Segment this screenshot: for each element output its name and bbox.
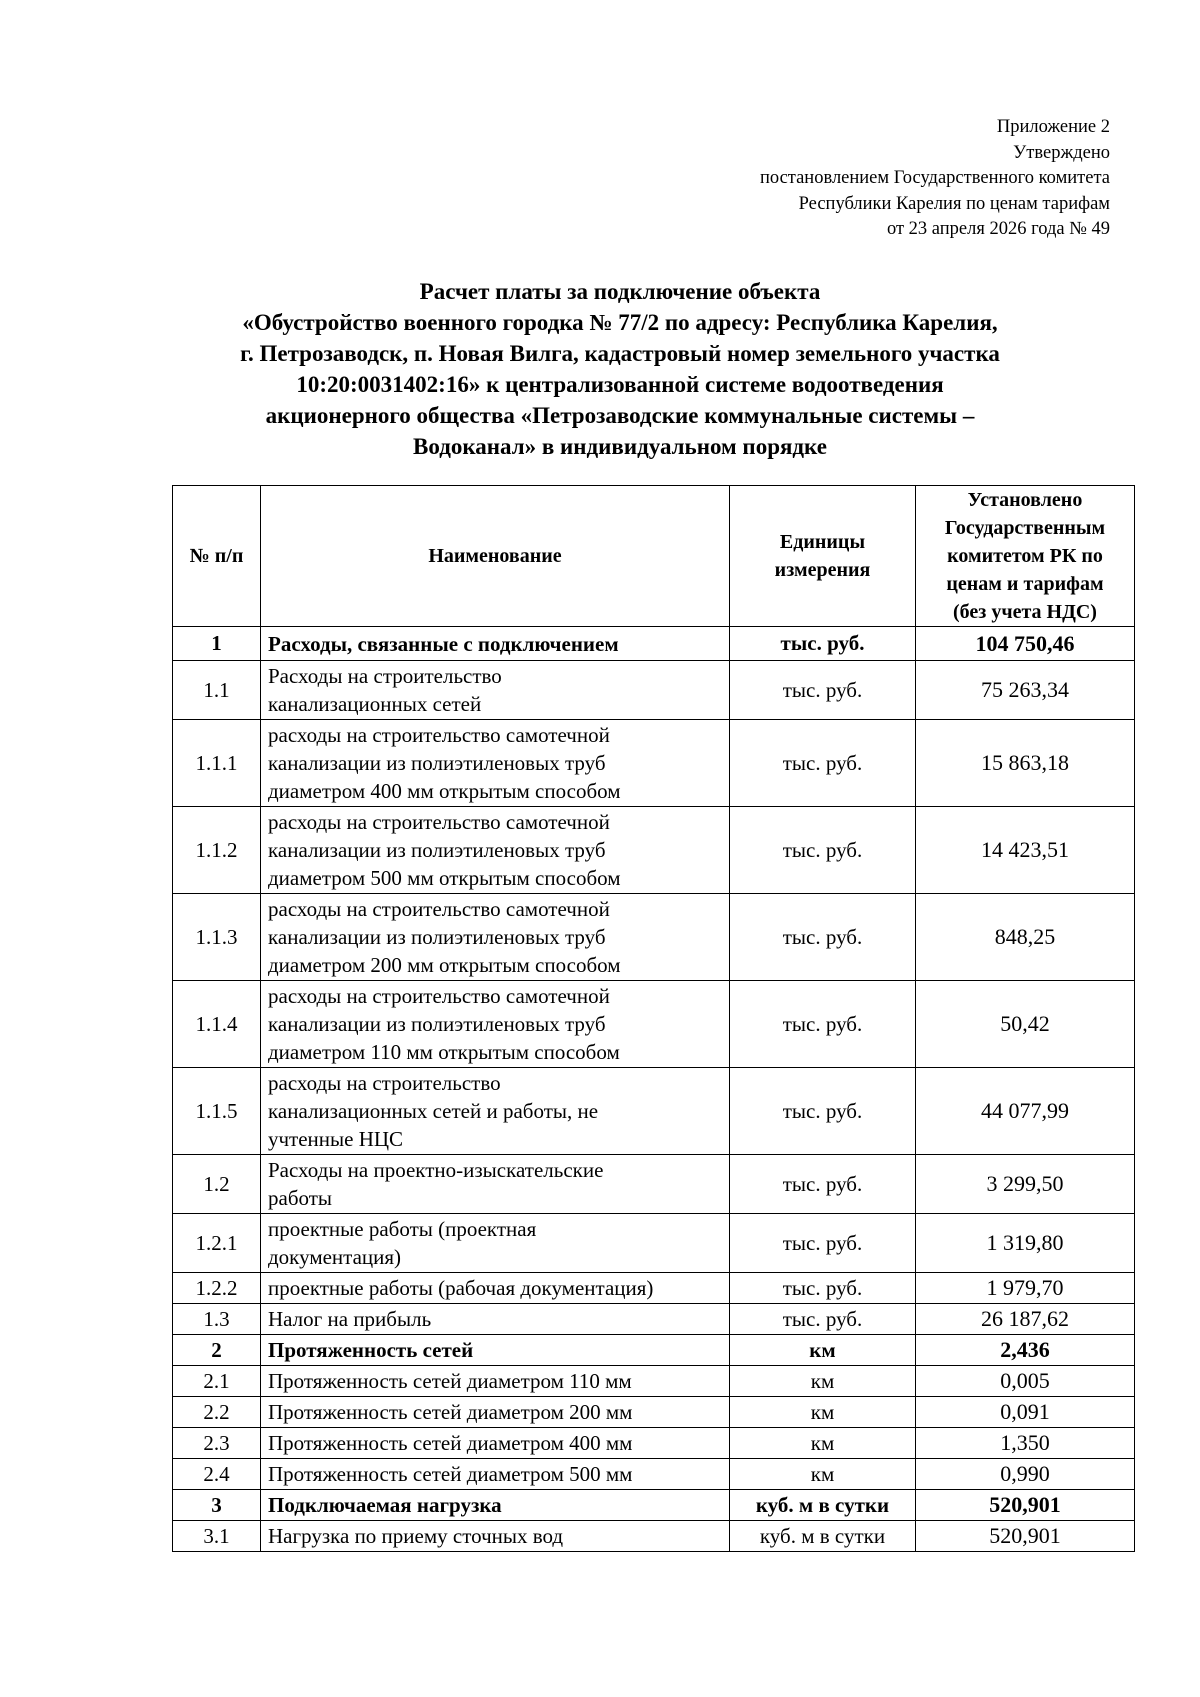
table-row: [173, 627, 1135, 661]
row-name: [261, 1521, 730, 1552]
table-row: [173, 981, 1135, 1068]
row-name-line: канализации из полиэтиленовых труб: [268, 838, 606, 862]
row-value: 14 423,51: [916, 807, 1135, 894]
title-line: Расчет платы за подключение объекта: [419, 279, 821, 304]
row-unit: км: [730, 1428, 916, 1459]
table-row: [173, 1428, 1135, 1459]
row-unit: км: [730, 1335, 916, 1366]
approval-block: [590, 115, 1110, 243]
table-row: [173, 1214, 1135, 1273]
approval-line: Республики Карелия по ценам тарифам: [798, 193, 1110, 214]
row-name-line: учтенные НЦС: [268, 1127, 404, 1151]
row-number: 1.2: [173, 1155, 261, 1214]
document-title: [160, 276, 1080, 462]
row-name-line: диаметром 500 мм открытым способом: [268, 866, 621, 890]
row-name-line: Налог на прибыль: [268, 1307, 432, 1331]
row-name-line: Протяженность сетей диаметром 200 мм: [268, 1400, 633, 1424]
row-name-line: Протяженность сетей диаметром 400 мм: [268, 1431, 633, 1455]
row-value: 1 319,80: [916, 1214, 1135, 1273]
header-value-line: комитетом РК по: [947, 545, 1103, 567]
header-value: [916, 486, 1135, 627]
row-number: 2: [173, 1335, 261, 1366]
row-number: 1.1: [173, 661, 261, 720]
row-number: 1.1.4: [173, 981, 261, 1068]
row-value: 50,42: [916, 981, 1135, 1068]
row-name-line: Расходы на строительство: [268, 664, 502, 688]
row-name-line: канализации из полиэтиленовых труб: [268, 751, 606, 775]
approval-line: постановлением Государственного комитета: [759, 168, 1110, 188]
row-unit: тыс. руб.: [730, 981, 916, 1068]
approval-line: Утверждено: [1013, 142, 1110, 163]
row-number: 2.1: [173, 1366, 261, 1397]
row-unit: тыс. руб.: [730, 1273, 916, 1304]
row-name-line: расходы на строительство самотечной: [268, 897, 610, 921]
row-name: [261, 1397, 730, 1428]
title-line: акционерного общества «Петрозаводские коммунальные системы –: [265, 403, 975, 428]
row-name-line: Расходы, связанные с подключением: [268, 631, 619, 656]
row-name-line: Подключаемая нагрузка: [268, 1493, 502, 1517]
row-unit: тыс. руб.: [730, 894, 916, 981]
row-number: 2.4: [173, 1459, 261, 1490]
header-value-line: Установлено: [967, 489, 1083, 511]
row-name-line: Протяженность сетей диаметром 110 мм: [268, 1369, 632, 1393]
header-unit: [730, 486, 916, 627]
row-name-line: канализации из полиэтиленовых труб: [268, 1012, 606, 1036]
row-number: 2.3: [173, 1428, 261, 1459]
row-value: 75 263,34: [916, 661, 1135, 720]
row-name-line: работы: [268, 1186, 333, 1210]
row-value: 3 299,50: [916, 1155, 1135, 1214]
row-name-line: канализационных сетей и работы, не: [268, 1099, 599, 1123]
table-row: [173, 1459, 1135, 1490]
title-line: Водоканал» в индивидуальном порядке: [413, 434, 827, 459]
row-unit: тыс. руб.: [730, 1155, 916, 1214]
table-body: [173, 627, 1135, 1552]
row-name-line: проектные работы (проектная: [268, 1217, 537, 1241]
row-value: 0,005: [916, 1366, 1135, 1397]
table-row: [173, 661, 1135, 720]
row-name: [261, 807, 730, 894]
header-unit-line: Единицы: [779, 531, 866, 553]
row-value: 520,901: [916, 1490, 1135, 1521]
row-unit: куб. м в сутки: [730, 1490, 916, 1521]
row-number: 3: [173, 1490, 261, 1521]
row-name-line: документация): [268, 1245, 402, 1269]
row-name-line: расходы на строительство: [268, 1071, 501, 1095]
row-unit: тыс. руб.: [730, 1068, 916, 1155]
row-unit: тыс. руб.: [730, 1214, 916, 1273]
row-name-line: диаметром 200 мм открытым способом: [268, 953, 621, 977]
row-name: [261, 661, 730, 720]
title-line: г. Петрозаводск, п. Новая Вилга, кадастровый номер земельного участка: [240, 341, 1000, 366]
row-name-line: диаметром 110 мм открытым способом: [268, 1040, 620, 1064]
row-name-line: диаметром 400 мм открытым способом: [268, 779, 621, 803]
row-name-line: расходы на строительство самотечной: [268, 723, 610, 747]
row-name-line: расходы на строительство самотечной: [268, 984, 610, 1008]
row-value: 15 863,18: [916, 720, 1135, 807]
row-value: 520,901: [916, 1521, 1135, 1552]
table-row: [173, 720, 1135, 807]
row-name-line: проектные работы (рабочая документация): [268, 1276, 654, 1300]
row-number: 3.1: [173, 1521, 261, 1552]
table-row: [173, 1366, 1135, 1397]
table-row: [173, 1155, 1135, 1214]
row-number: 1.1.1: [173, 720, 261, 807]
title-line: «Обустройство военного городка № 77/2 по адресу: Республика Карелия,: [242, 310, 998, 335]
row-unit: тыс. руб.: [730, 627, 916, 661]
row-unit: км: [730, 1459, 916, 1490]
row-unit: км: [730, 1397, 916, 1428]
table-row: [173, 1273, 1135, 1304]
row-number: 1.2.1: [173, 1214, 261, 1273]
table-row: [173, 1490, 1135, 1521]
row-number: 1: [173, 627, 261, 661]
table-row: [173, 894, 1135, 981]
row-name-line: Протяженность сетей: [268, 1338, 474, 1362]
row-name-line: Расходы на проектно-изыскательские: [268, 1158, 604, 1182]
row-value: 2,436: [916, 1335, 1135, 1366]
row-unit: тыс. руб.: [730, 720, 916, 807]
row-name: [261, 1155, 730, 1214]
row-unit: тыс. руб.: [730, 1304, 916, 1335]
row-value: 104 750,46: [916, 627, 1135, 661]
table-row: [173, 1521, 1135, 1552]
row-unit: тыс. руб.: [730, 661, 916, 720]
row-name: [261, 1304, 730, 1335]
row-name-line: расходы на строительство самотечной: [268, 810, 610, 834]
row-number: 1.3: [173, 1304, 261, 1335]
row-unit: куб. м в сутки: [730, 1521, 916, 1552]
table-row: [173, 1304, 1135, 1335]
table-row: [173, 807, 1135, 894]
row-value: 44 077,99: [916, 1068, 1135, 1155]
header-value-line: Государственным: [944, 517, 1106, 539]
approval-line: Приложение 2: [996, 117, 1110, 137]
approval-line: от 23 апреля 2026 года № 49: [886, 219, 1110, 239]
row-name: [261, 1068, 730, 1155]
row-name: [261, 627, 730, 661]
row-value: 1 979,70: [916, 1273, 1135, 1304]
row-name: [261, 981, 730, 1068]
row-name-line: канализационных сетей: [268, 692, 482, 716]
row-name: [261, 894, 730, 981]
header-name: Наименование: [261, 486, 730, 627]
row-value: 0,990: [916, 1459, 1135, 1490]
row-name: [261, 720, 730, 807]
row-name-line: канализации из полиэтиленовых труб: [268, 925, 606, 949]
calculation-table: [172, 485, 1135, 1552]
row-value: 26 187,62: [916, 1304, 1135, 1335]
row-number: 2.2: [173, 1397, 261, 1428]
row-number: 1.1.5: [173, 1068, 261, 1155]
table-row: [173, 1397, 1135, 1428]
row-name-line: Нагрузка по приему сточных вод: [268, 1524, 564, 1548]
row-name: [261, 1459, 730, 1490]
row-name-line: Протяженность сетей диаметром 500 мм: [268, 1462, 633, 1486]
header-value-line: ценам и тарифам: [946, 573, 1104, 595]
title-line: 10:20:0031402:16» к централизованной системе водоотведения: [296, 372, 944, 397]
row-number: 1.1.2: [173, 807, 261, 894]
row-number: 1.2.2: [173, 1273, 261, 1304]
row-unit: км: [730, 1366, 916, 1397]
row-value: 848,25: [916, 894, 1135, 981]
row-value: 0,091: [916, 1397, 1135, 1428]
row-name: [261, 1273, 730, 1304]
row-name: [261, 1214, 730, 1273]
table-row: [173, 1068, 1135, 1155]
row-number: 1.1.3: [173, 894, 261, 981]
table-row: [173, 1335, 1135, 1366]
row-value: 1,350: [916, 1428, 1135, 1459]
row-name: [261, 1366, 730, 1397]
row-name: [261, 1428, 730, 1459]
row-unit: тыс. руб.: [730, 807, 916, 894]
row-name: [261, 1490, 730, 1521]
header-unit-line: измерения: [774, 559, 871, 581]
header-num: № п/п: [173, 486, 261, 627]
table-header-row: [173, 486, 1135, 627]
header-value-line: (без учета НДС): [953, 601, 1097, 623]
row-name: [261, 1335, 730, 1366]
